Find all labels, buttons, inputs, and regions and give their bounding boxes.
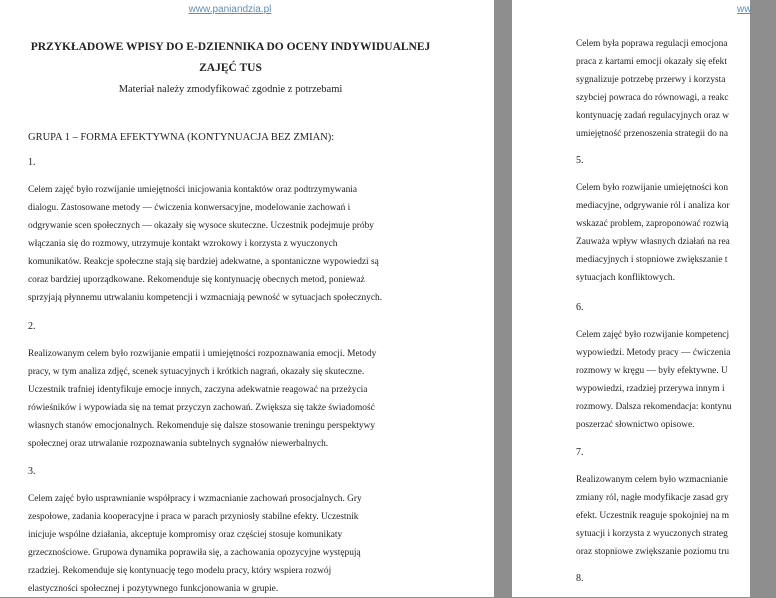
group-heading: GRUPA 1 – FORMA EFEKTYWNA (KONTYNUACJA BEZ ZMIAN): (28, 132, 335, 143)
paragraph-line: Realizowanym celem było rozwijanie empatii i umiejętności rozpoznawania emocji. Metody (28, 349, 377, 359)
entry-paragraph (28, 490, 438, 598)
entry-paragraph (28, 181, 438, 307)
watermark-link[interactable]: www.paniandzia.pl (188, 4, 272, 15)
paragraph-line: Celem było rozwijanie umiejętności kon (576, 183, 729, 193)
watermark-link[interactable]: ww (737, 4, 752, 15)
paragraph-line: mediacyjne, odgrywanie ról i analiza kor (576, 201, 730, 211)
paragraph-line: sytuacji i korzysta z wyuczonych strateg (576, 529, 728, 539)
entry-number: 7. (576, 447, 584, 458)
document-title-line-1: PRZYKŁADOWE WPISY DO E-DZIENNIKA DO OCENY INDYWIDUALNEJ (30, 41, 431, 53)
paragraph-line: wskazać problem, zaproponować rozwią (576, 219, 729, 229)
paragraph-line: grzecznościowe. Grupowa dynamika poprawiła się, a zachowania opozycyjne występują (28, 548, 361, 558)
entry-number: 1. (28, 157, 36, 168)
paragraph-line: poszerzać słownictwo opisowe. (576, 420, 695, 430)
paragraph-line: rozmowy w kręgu — były efektywne. U (576, 366, 728, 376)
paragraph-line: kontynuację zadań regulacyjnych oraz w (576, 111, 730, 121)
paragraph-line: Celem była poprawa regulacji emocjona (576, 39, 728, 49)
paragraph-line: włączania się do rozmowy, utrzymuje kontakt wzrokowy i korzysta z wyuczonych (28, 239, 338, 249)
entry-number: 3. (28, 466, 36, 477)
paragraph-line: wypowiedzi, rzadziej przerywa innym i (576, 384, 725, 394)
paragraph-line: Celem zajęć było rozwijanie kompetencj (576, 330, 730, 340)
paragraph-line: dialogu. Zastosowane metody — ćwiczenia konwersacyjne, modelowanie zachowań i (28, 203, 351, 213)
paragraph-line: praca z kartami emocji okazały się efekt (576, 57, 727, 67)
paragraph-line: rówieśników i wypowiada się na temat przyczyn zachowań. Zwiększa się także świadomość (28, 403, 375, 413)
paragraph-line: pracy, w tym analiza zdjęć, scenek sytuacyjnych i krótkich nagrań, okazały się skuteczne. (28, 367, 365, 377)
paragraph-line: rzadziej. Rekomenduje się kontynuację tego modelu pracy, który wspiera rozwój (28, 566, 332, 576)
entry-number: 5. (576, 155, 584, 166)
paragraph-line: Celem zajęć było usprawnianie współpracy i wzmacnianie zachowań prosocjalnych. Gry (28, 494, 362, 504)
paragraph-line: elastyczności społecznej i pozytywnego funkcjonowania w grupie. (28, 584, 279, 594)
paragraph-line: szybciej powraca do równowagi, a reakc (576, 93, 729, 103)
paragraph-line: sytuacjach konfliktowych. (576, 273, 675, 283)
document-title (28, 37, 433, 79)
entry-number: 2. (28, 321, 36, 332)
entry-paragraph (576, 326, 776, 434)
paragraph-line: społecznej oraz utrwalanie rozpoznawania subtelnych sygnałów niewerbalnych. (28, 439, 329, 449)
paragraph-line: komunikatów. Reakcje społeczne stają się bardziej adekwatne, a spontaniczne wypowiedzi są (28, 257, 379, 267)
entry-number: 8. (576, 573, 584, 584)
entry-paragraph (576, 179, 776, 287)
paragraph-line: sprzyjają płynnemu utrwalaniu kompetencji i wzmacniają pewność w sytuacjach społecznych. (28, 293, 383, 303)
document-page-right (512, 0, 750, 597)
entry-paragraph (576, 35, 776, 143)
paragraph-line: własnych stanów emocjonalnych. Rekomenduje się dalsze stosowanie treningu perspektywy (28, 421, 376, 431)
paragraph-line: efekt. Uczestnik reaguje spokojniej na m (576, 511, 730, 521)
paragraph-line: Uczestnik trafniej identyfikuje emocje innych, zaczyna adekwatnie reagować na przeżycia (28, 385, 368, 395)
document-title-line-2: ZAJĘĆ TUS (199, 62, 262, 74)
paragraph-line: mediacyjnych i stopniowe zwiększanie t (576, 255, 728, 265)
paragraph-line: Celem zajęć było rozwijanie umiejętności inicjowania kontaktów oraz podtrzymywania (28, 185, 358, 195)
paragraph-line: sygnalizuje potrzebę przerwy i korzysta (576, 75, 726, 85)
paragraph-line: oraz stopniowe zwiększanie poziomu tru (576, 547, 730, 557)
entry-paragraph (28, 345, 438, 453)
entry-paragraph (576, 471, 776, 561)
paragraph-line: wypowiedzi. Metody pracy — ćwiczenia (576, 348, 731, 358)
paragraph-line: odgrywanie scen społecznych — okazały się wysoce skuteczne. Uczestnik podejmuje próby (28, 221, 374, 231)
paragraph-line: umiejętność przenoszenia strategii do na (576, 129, 729, 139)
entry-number: 6. (576, 302, 584, 313)
document-subtitle: Materiał należy zmodyfikować zgodnie z potrzebami (118, 84, 343, 95)
paragraph-line: Zauważa wpływ własnych działań na rea (576, 237, 730, 247)
paragraph-line: inicjuje wspólne działania, akceptuje kompromisy oraz częściej stosuje komunikaty (28, 530, 343, 540)
paragraph-line: Realizowanym celem było wzmacnianie (576, 475, 728, 485)
paragraph-line: zmiany ról, nagłe modyfikacje zasad gry (576, 493, 729, 503)
paragraph-line: rozmowy. Dalsza rekomendacja: kontynu (576, 402, 732, 412)
paragraph-line: zespołowe, zadania kooperacyjne i praca w parach przyniosły stabilne efekty. Uczestnik (28, 512, 359, 522)
paragraph-line: coraz bardziej uporządkowane. Rekomenduje się kontynuację obecnych metod, ponieważ (28, 275, 365, 285)
